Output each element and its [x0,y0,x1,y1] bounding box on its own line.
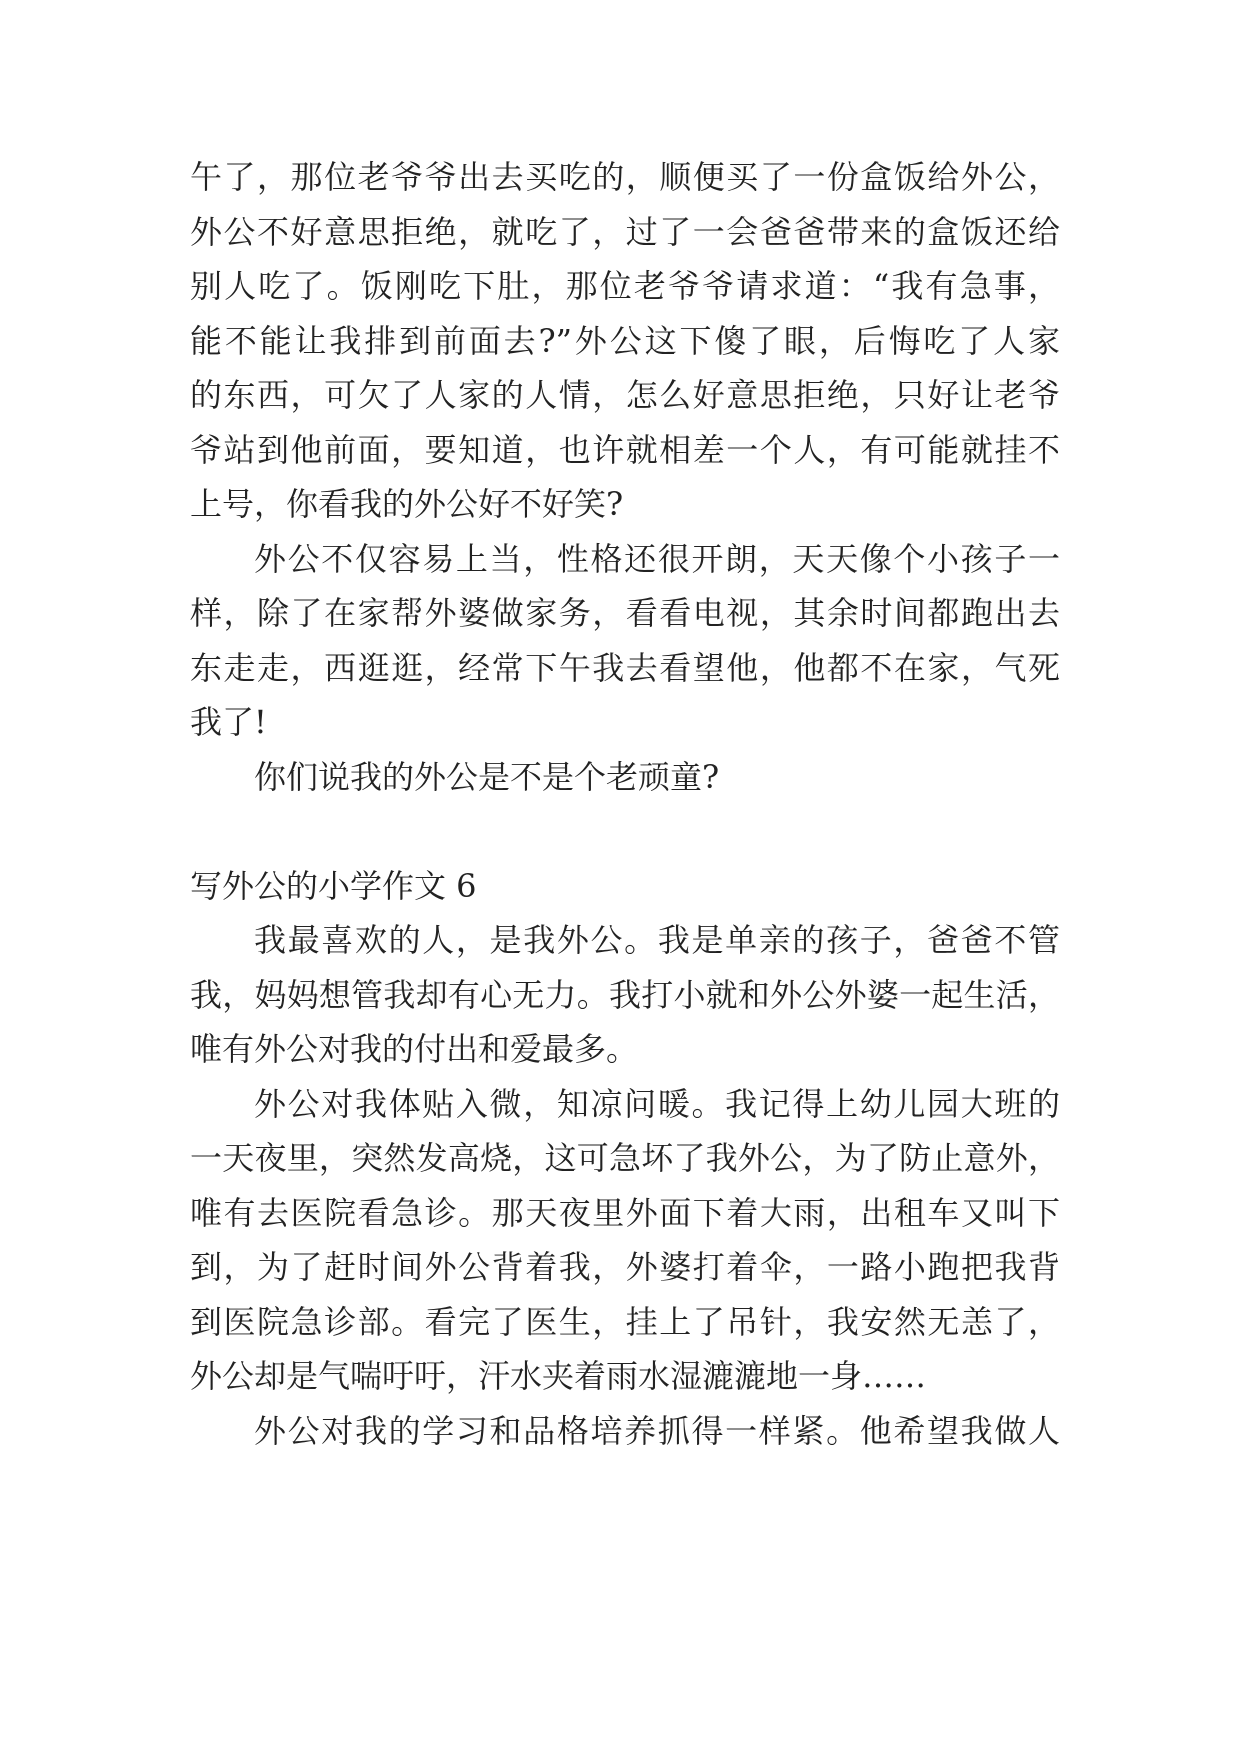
text-line: 东走走，西逛逛，经常下午我去看望他，他都不在家，气死 [190,648,1060,687]
text-line: 到，为了赶时间外公背着我，外婆打着伞，一路小跑把我背 [190,1248,1060,1286]
text-line: 午了，那位老爷爷出去买吃的，顺便买了一份盒饭给外公， [190,158,1060,196]
text-line: 外公却是气喘吁吁，汗水夹着雨水湿漉漉地一身…… [190,1357,927,1395]
text-line: 外公对我的学习和品格培养抓得一样紧。他希望我做人 [254,1411,1060,1450]
text-line: 我，妈妈想管我却有心无力。我打小就和外公外婆一起生活， [190,975,1060,1014]
text-line: 别人吃了。饭刚吃下肚，那位老爷爷请求道：“我有急事， [190,267,1060,305]
text-line: 我了! [190,703,267,741]
text-line: 爷站到他前面，要知道，也许就相差一个人，有可能就挂不 [190,430,1060,469]
text-line: 的东西，可欠了人家的人情，怎么好意思拒绝，只好让老爷 [190,376,1060,414]
text-line: 外公不仅容易上当，性格还很开朗，天天像个小孩子一 [254,539,1060,578]
section-title: 写外公的小学作文 6 [190,866,477,905]
text-line: 我最喜欢的人，是我外公。我是单亲的孩子，爸爸不管 [254,921,1060,959]
text-line: 唯有外公对我的付出和爱最多。 [190,1030,639,1068]
text-line: 唯有去医院看急诊。那天夜里外面下着大雨，出租车又叫下 [190,1193,1060,1232]
text-line: 外公对我体贴入微，知凉问暖。我记得上幼儿园大班的 [254,1084,1060,1123]
document-body [190,150,1060,1458]
blank-line [190,804,1060,859]
text-line: 你们说我的外公是不是个老顽童? [254,757,720,796]
text-line: 到医院急诊部。看完了医生，挂上了吊针，我安然无恙了， [190,1302,1060,1341]
text-line: 上号，你看我的外公好不好笑? [190,485,624,523]
text-line: 样，除了在家帮外婆做家务，看看电视，其余时间都跑出去 [190,594,1060,632]
text-line: 一天夜里，突然发高烧，这可急坏了我外公，为了防止意外， [190,1139,1060,1177]
text-line: 能不能让我排到前面去?”外公这下傻了眼，后悔吃了人家 [190,321,1060,360]
text-line: 外公不好意思拒绝，就吃了，过了一会爸爸带来的盒饭还给 [190,212,1060,251]
